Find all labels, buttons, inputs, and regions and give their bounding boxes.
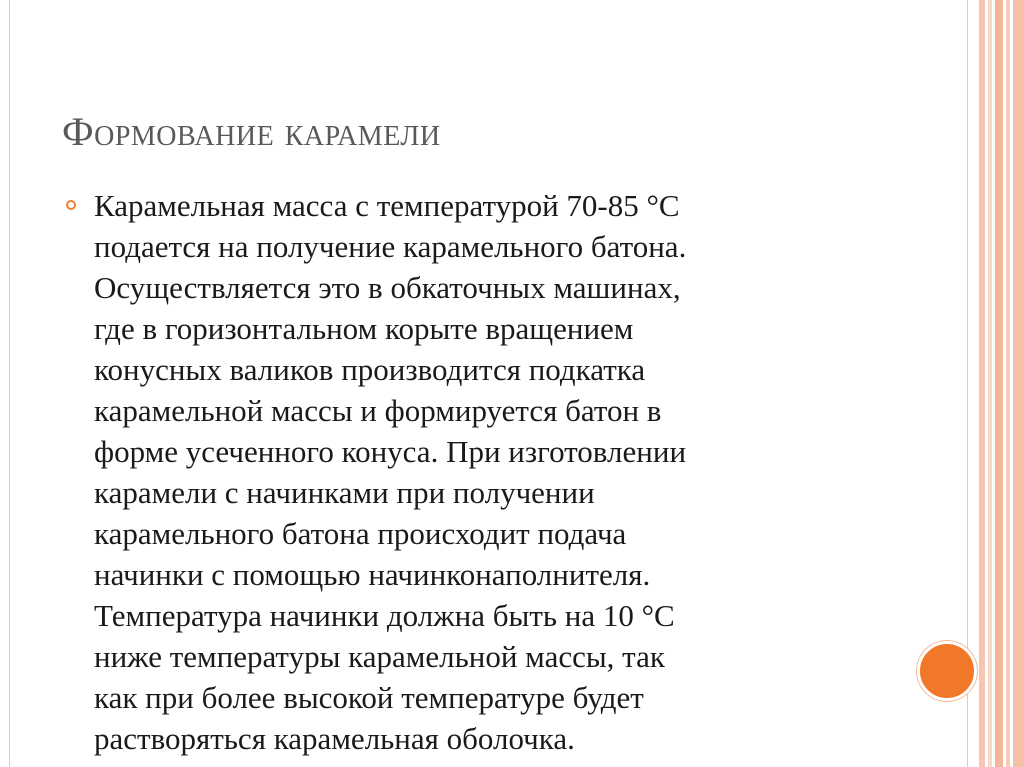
decorative-stripe-4 — [1006, 0, 1010, 767]
bullet-text: Карамельная масса с температурой 70-85 °С подается на получение карамельного батона. Осуществляется это в обкаточных машинах, где в горизонтальном корыте вращением конусных валиков производится подкатка карамельной массы и формируется батон в форме усеченного конуса. При изготовлении карамели с начинками при получении карамельного батона происходит подача начинки с помощью начинконаполнителя. Температура начинки должна быть на 10 °С ниже температуры карамельной массы, так как при более высокой температуре будет растворяться карамельная оболочка. — [94, 188, 687, 756]
bullet-icon — [66, 200, 76, 210]
decorative-stripe-5 — [1013, 0, 1024, 767]
decorative-stripe-1 — [979, 0, 985, 767]
decorative-stripe-3 — [995, 0, 1003, 767]
decorative-stripe-2 — [988, 0, 992, 767]
slide-title: Формование карамели — [62, 109, 441, 154]
decorative-circle-icon — [917, 641, 977, 701]
